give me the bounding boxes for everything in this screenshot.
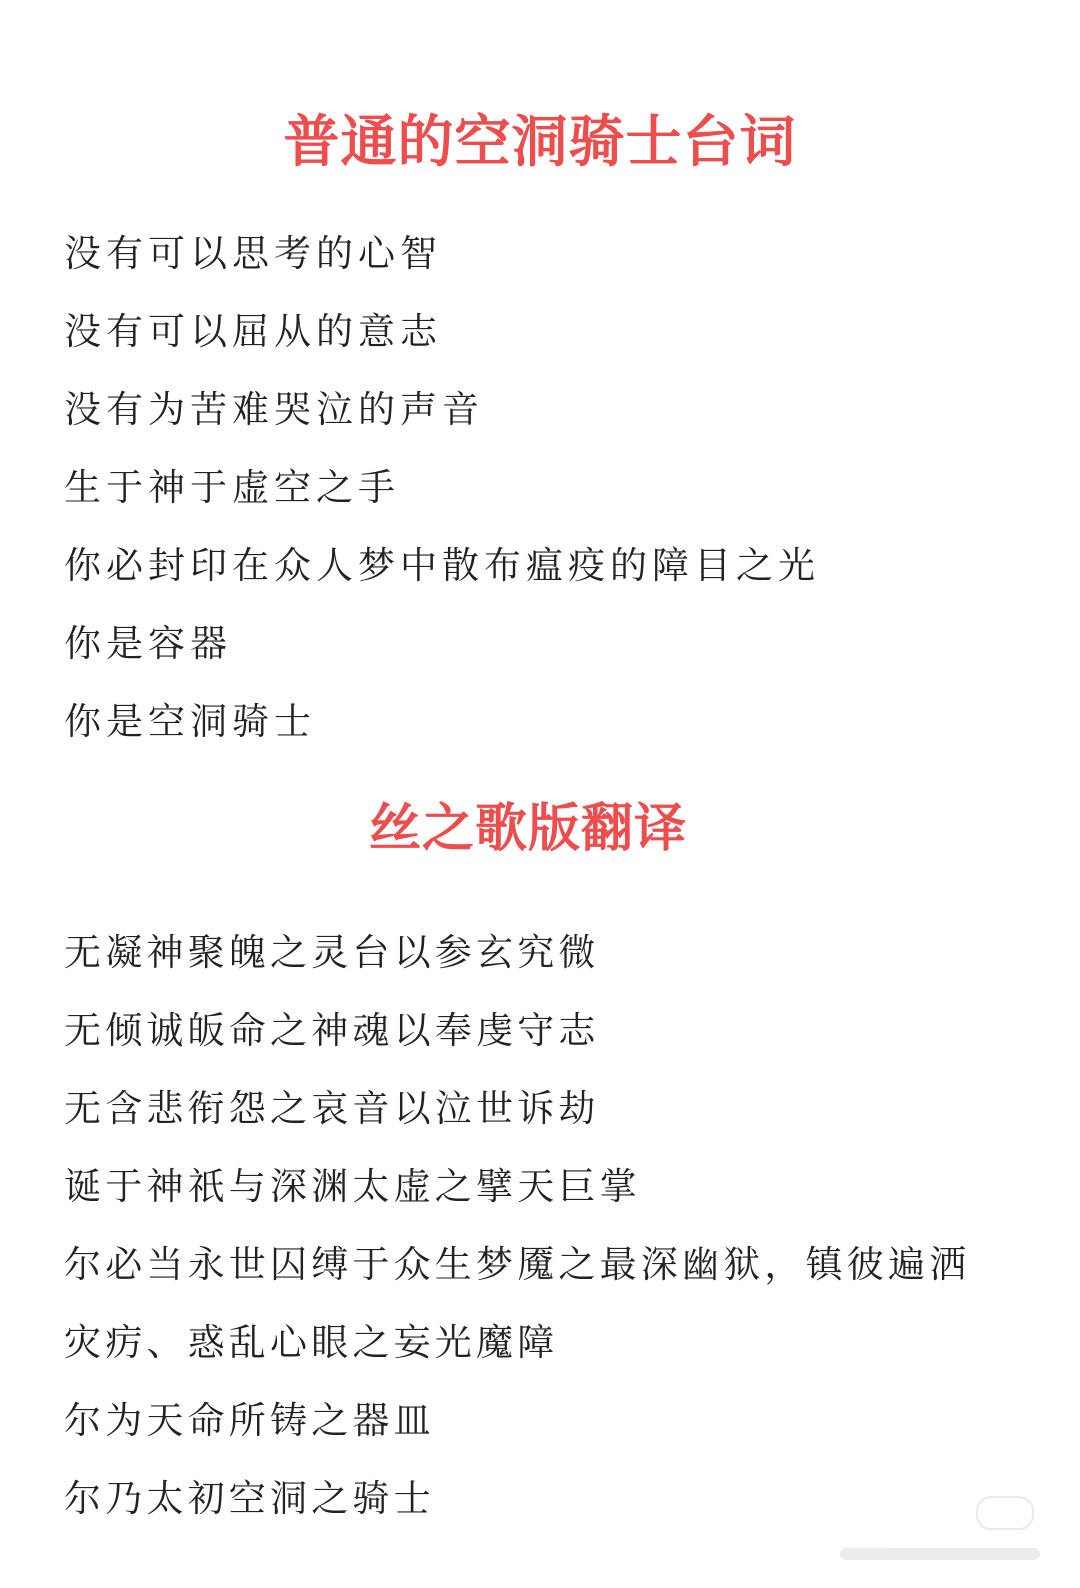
translation-line: 无倾诚皈命之神魂以奉虔守志 <box>64 1009 600 1052</box>
translation-line: 无凝神聚魄之灵台以参玄究微 <box>64 931 600 974</box>
section-title-original: 普通的空洞骑士台词 <box>283 110 797 175</box>
xiaohongshu-logo-icon <box>810 1496 1040 1566</box>
original-line: 生于神于虚空之手 <box>64 466 400 509</box>
translation-line: 尔为天命所铸之器皿 <box>64 1399 435 1442</box>
original-lines-list <box>64 226 820 772</box>
original-line: 没有为苦难哭泣的声音 <box>64 388 484 431</box>
translation-line: 尔乃太初空洞之骑士 <box>64 1477 435 1520</box>
original-line: 你是空洞骑士 <box>64 700 316 743</box>
translation-line: 尔必当永世囚缚于众生梦魇之最深幽狱，镇彼遍洒 <box>64 1243 971 1286</box>
translation-line: 无含悲衔怨之哀音以泣世诉劫 <box>64 1087 600 1130</box>
watermark-bubble <box>976 1496 1034 1530</box>
original-line: 你必封印在众人梦中散布瘟疫的障目之光 <box>64 544 820 587</box>
section-title-translation: 丝之歌版翻译 <box>368 799 687 859</box>
original-line: 没有可以屈从的意志 <box>64 310 442 353</box>
translation-line: 灾疠、惑乱心眼之妄光魔障 <box>64 1321 559 1364</box>
watermark-bar <box>840 1548 1040 1560</box>
original-line: 没有可以思考的心智 <box>64 232 442 275</box>
translation-lines-list <box>64 925 970 1549</box>
original-line: 你是容器 <box>64 622 232 665</box>
translation-line: 诞于神祇与深渊太虚之擘天巨掌 <box>64 1165 641 1208</box>
